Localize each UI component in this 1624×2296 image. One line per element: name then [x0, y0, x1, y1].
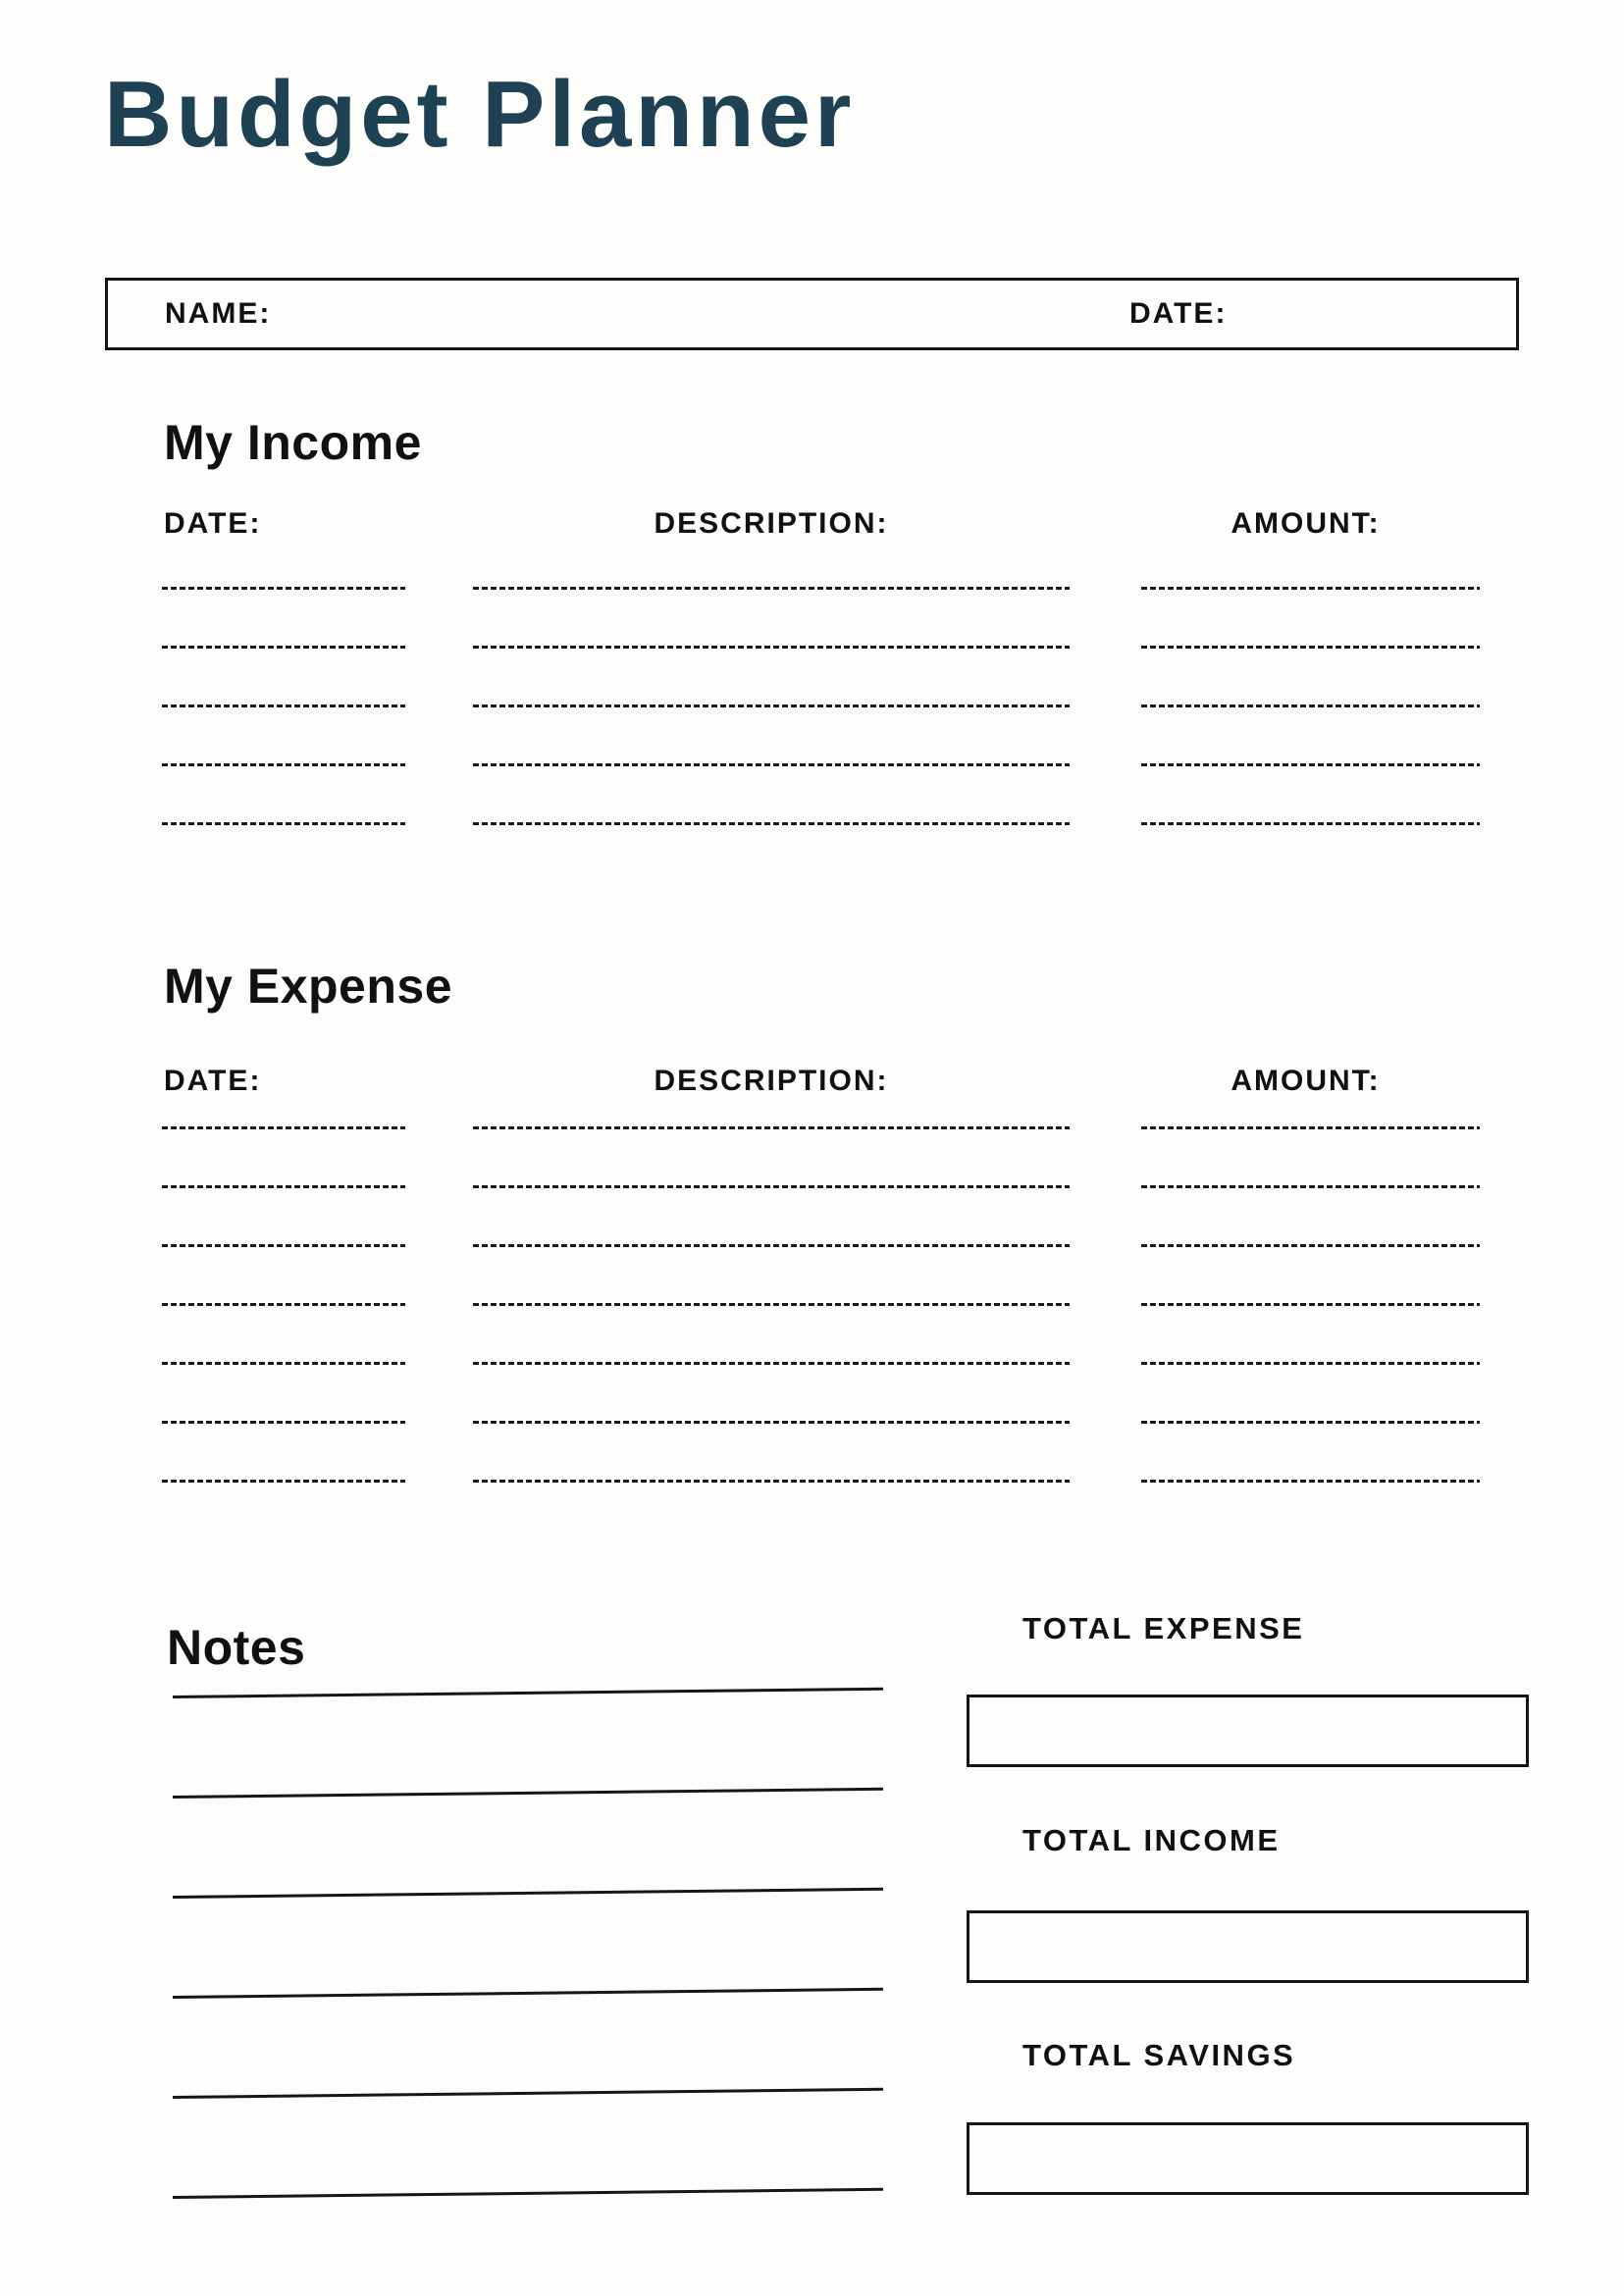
expense-row [0, 1188, 1624, 1247]
income-row [0, 707, 1624, 766]
notes-entry-line[interactable] [173, 1987, 883, 1998]
notes-entry-line[interactable] [173, 2087, 883, 2098]
expense-col-amount: AMOUNT: [1231, 1065, 1381, 1097]
income-row [0, 531, 1624, 590]
name-entry-area[interactable] [289, 288, 1104, 341]
income-rows [0, 531, 1624, 825]
date-entry-area[interactable] [1241, 288, 1506, 341]
notes-lines [0, 1597, 1624, 2198]
income-col-description: DESCRIPTION: [654, 507, 889, 540]
expense-col-description: DESCRIPTION: [654, 1065, 889, 1097]
name-label: NAME: [165, 297, 272, 330]
date-label: DATE: [1129, 297, 1228, 330]
expense-rows [0, 1070, 1624, 1483]
notes-line-slot [0, 1798, 1624, 1898]
expense-row [0, 1424, 1624, 1483]
total-expense-box[interactable] [967, 1695, 1529, 1767]
income-col-amount: AMOUNT: [1231, 507, 1381, 540]
income-section-heading: My Income [164, 415, 422, 470]
expense-row [0, 1070, 1624, 1129]
income-description-entry-line[interactable] [473, 822, 1070, 825]
page-title: Budget Planner [104, 62, 856, 167]
income-row [0, 590, 1624, 649]
notes-entry-line[interactable] [173, 1687, 883, 1697]
expense-row [0, 1129, 1624, 1188]
expense-section-heading: My Expense [164, 959, 453, 1014]
total-savings-box[interactable] [967, 2122, 1529, 2195]
total-expense-label: TOTAL EXPENSE [1022, 1611, 1305, 1645]
total-savings-label: TOTAL SAVINGS [1022, 2038, 1296, 2072]
expense-date-entry-line[interactable] [162, 1480, 405, 1483]
total-income-label: TOTAL INCOME [1022, 1823, 1281, 1857]
expense-description-entry-line[interactable] [473, 1480, 1070, 1483]
income-amount-entry-line[interactable] [1141, 822, 1480, 825]
notes-entry-line[interactable] [173, 1887, 883, 1898]
total-income-box[interactable] [967, 1910, 1529, 1983]
notes-line-slot [0, 1998, 1624, 2098]
expense-amount-entry-line[interactable] [1141, 1480, 1480, 1483]
income-col-date: DATE: [164, 507, 262, 540]
expense-row [0, 1247, 1624, 1306]
expense-col-date: DATE: [164, 1065, 262, 1097]
notes-section-heading: Notes [167, 1620, 306, 1675]
expense-row [0, 1306, 1624, 1365]
income-row [0, 766, 1624, 825]
notes-entry-line[interactable] [173, 2187, 883, 2198]
income-date-entry-line[interactable] [162, 822, 405, 825]
notes-entry-line[interactable] [173, 1787, 883, 1798]
name-date-box [105, 278, 1519, 350]
income-row [0, 649, 1624, 707]
expense-row [0, 1365, 1624, 1424]
notes-line-slot [0, 1597, 1624, 1697]
